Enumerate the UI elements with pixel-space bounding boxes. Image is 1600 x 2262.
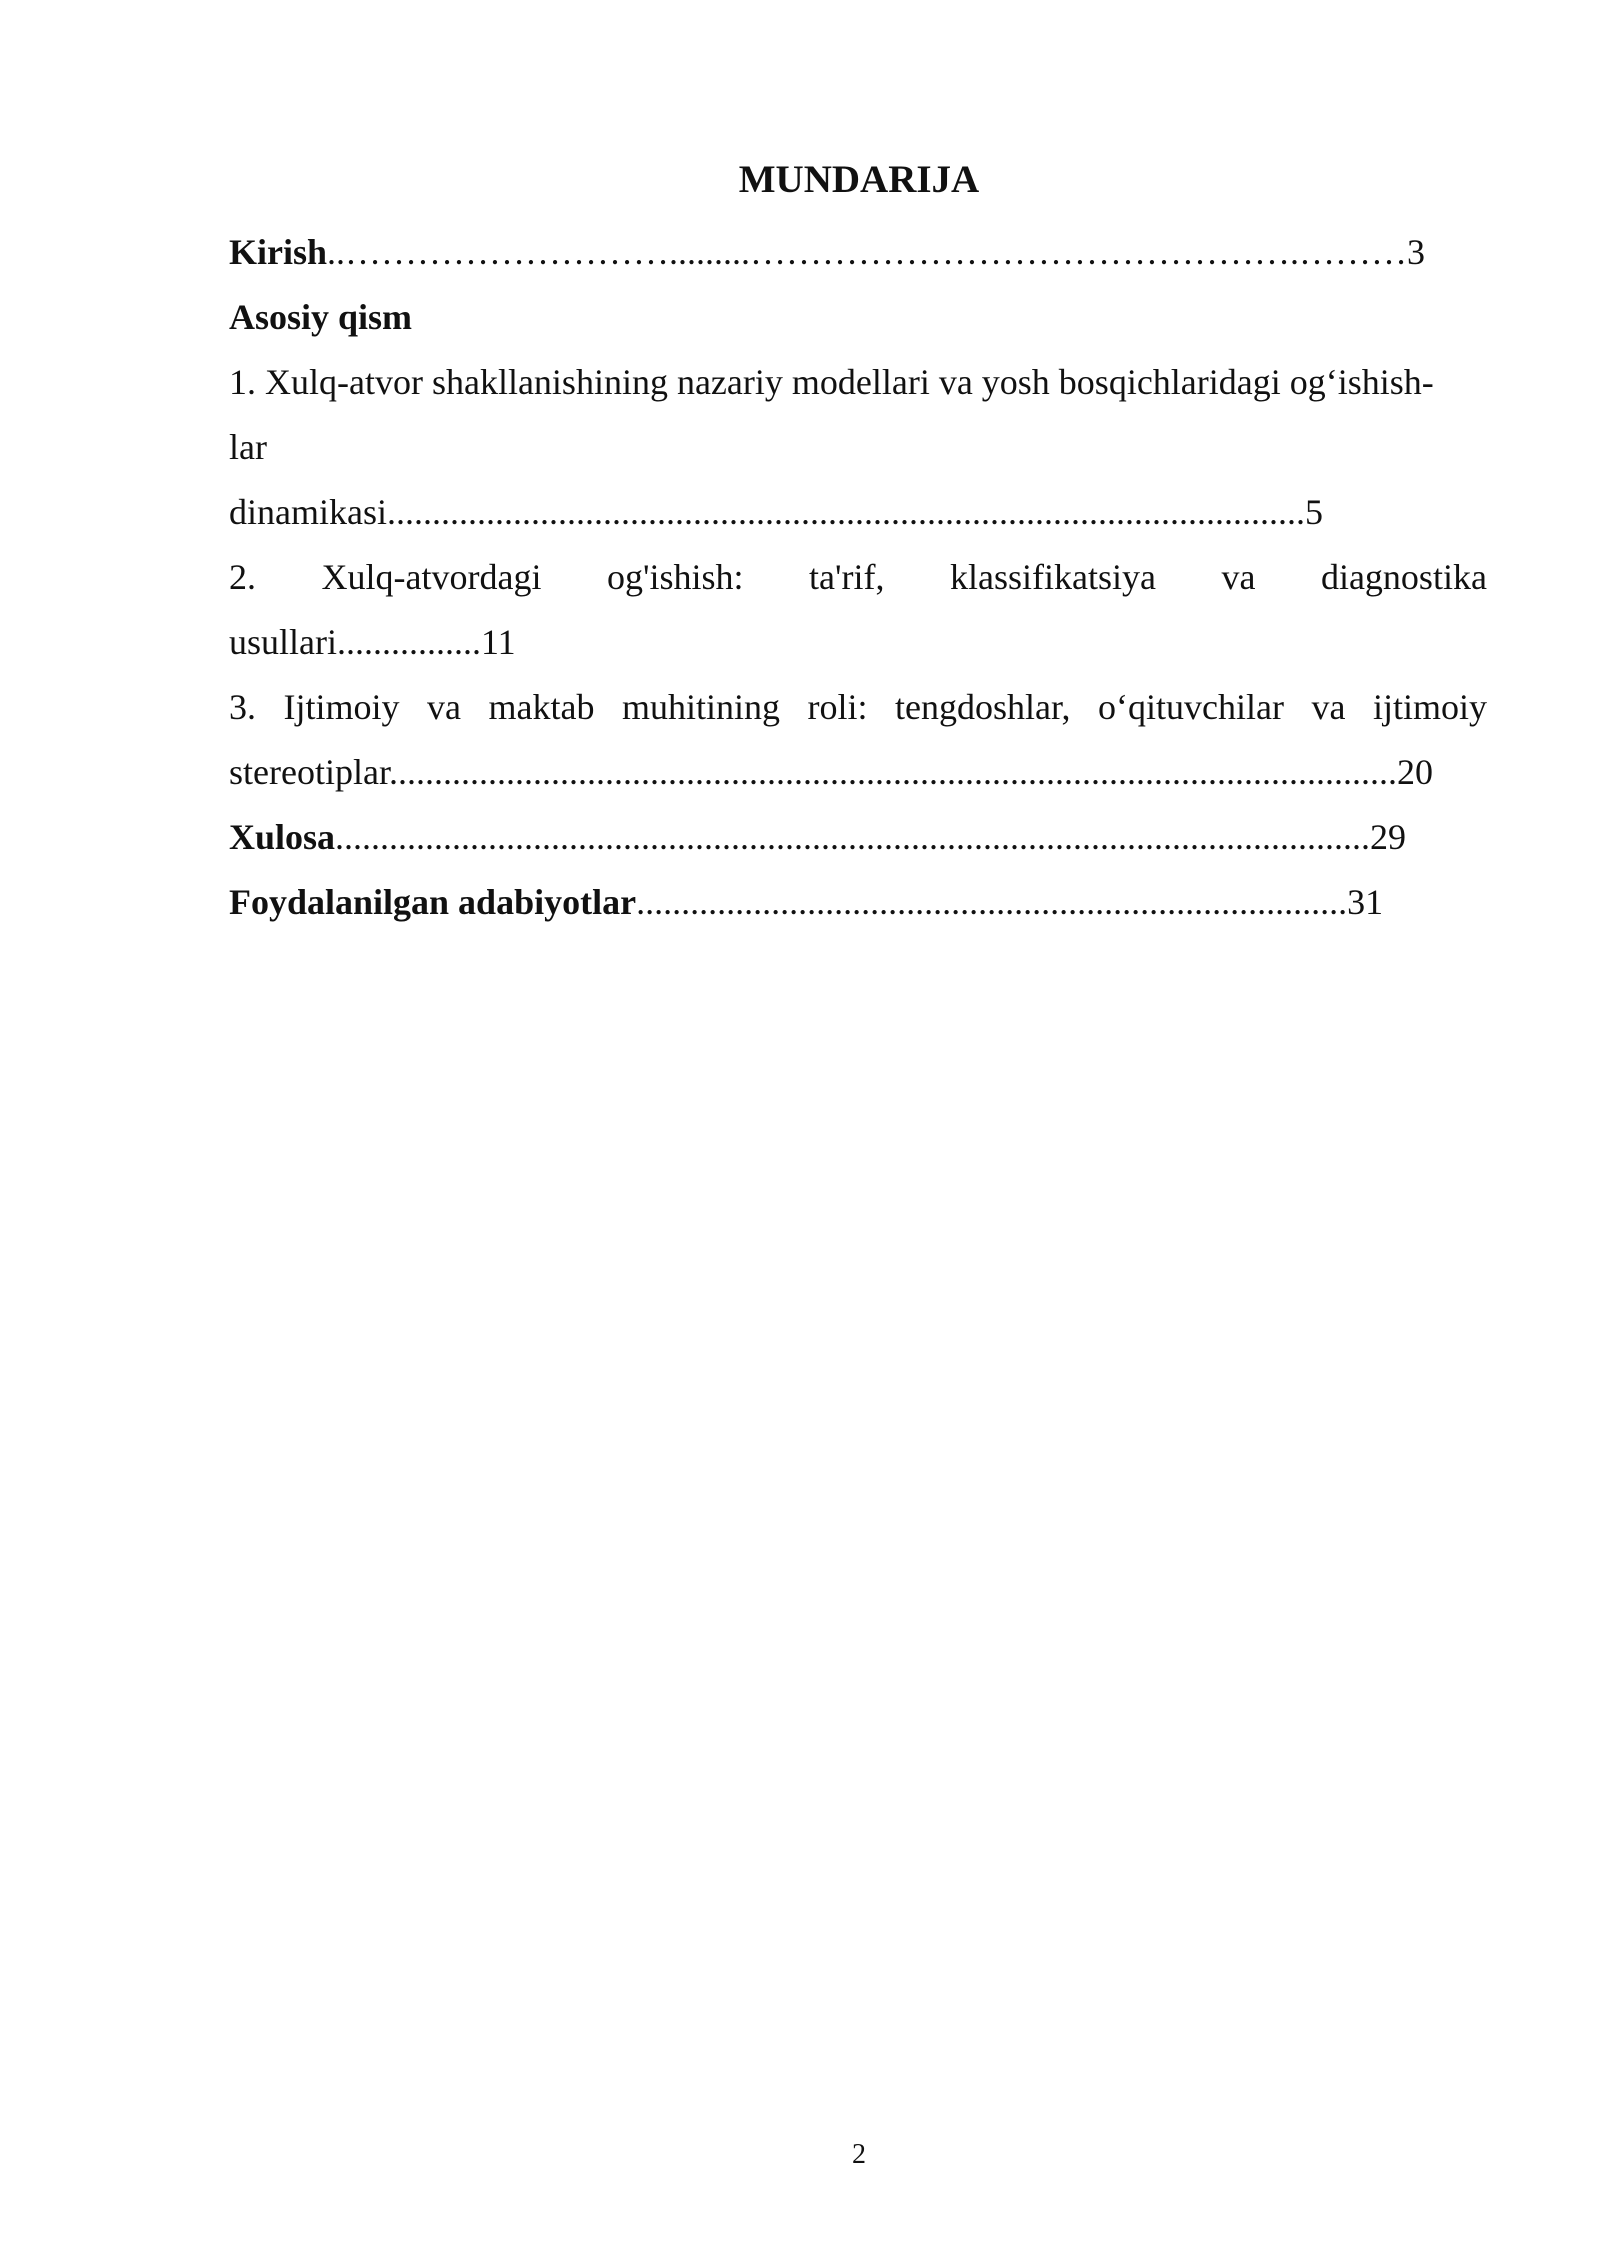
toc-word: 3.	[229, 687, 256, 727]
toc-entry-1-line1: 1. Xulq-atvor shakllanishining nazariy modellari va yosh bosqichlaridagi og‘ishish-	[229, 362, 1434, 402]
toc-entry-label: dinamikasi	[229, 492, 387, 532]
toc-page-number: 20	[1396, 752, 1433, 792]
toc-word: diagnostika	[1320, 557, 1487, 597]
toc-page-number: 5	[1304, 492, 1323, 532]
toc-entry-3-line2	[229, 740, 1487, 805]
toc-entry-label: Xulosa	[229, 817, 336, 857]
toc-entry-1-line2: lar	[229, 427, 267, 467]
toc-word: ijtimoiy	[1372, 687, 1487, 727]
toc-word: maktab	[488, 687, 595, 727]
toc-leader-dots: ................................................................................................................	[388, 752, 1397, 792]
toc-word: va	[427, 687, 461, 727]
toc-leader-dots: ...............................................................................	[636, 882, 1348, 922]
toc-word: 2.	[229, 557, 256, 597]
toc-leader-dots: ...................................................................................................................	[335, 817, 1371, 857]
toc-entry-adabiyotlar	[229, 870, 1487, 935]
toc-entry-label: Foydalanilgan adabiyotlar	[229, 882, 637, 922]
toc-word: klassifikatsiya	[949, 557, 1156, 597]
toc-section-heading: Asosiy qism	[229, 297, 413, 337]
page-number: 2	[852, 2139, 866, 2170]
toc-word: va	[1311, 687, 1346, 727]
toc-word: roli:	[807, 687, 868, 727]
toc-entry-kirish	[229, 220, 1487, 285]
toc-word: Ijtimoiy	[283, 687, 400, 727]
toc-page-number: 31	[1347, 882, 1384, 922]
toc-entry-3-line1	[229, 675, 1487, 740]
toc-entry-label: Kirish	[229, 232, 328, 272]
toc-word: o‘qituvchilar	[1098, 687, 1284, 727]
toc-word: og'ishish:	[606, 557, 744, 597]
toc-entry-label: stereotiplar	[229, 752, 389, 792]
toc-page-number: 3	[1407, 232, 1426, 272]
toc-entry-2-line2	[229, 610, 1487, 675]
toc-word: va	[1221, 557, 1256, 597]
toc-entry-xulosa	[229, 805, 1487, 870]
toc-entry-1-line3	[229, 480, 1487, 545]
toc-word: tengdoshlar,	[894, 687, 1071, 727]
toc-word: ta'rif,	[809, 557, 885, 597]
toc-word: Xulq-atvordagi	[321, 557, 542, 597]
toc-leader-dots: ..……………………….........……………………………………….………	[327, 232, 1408, 272]
table-of-contents	[229, 220, 1487, 935]
toc-page-number: 29	[1370, 817, 1407, 857]
toc-word: muhitining	[621, 687, 780, 727]
page-title: MUNDARIJA	[738, 158, 980, 201]
toc-leader-dots: ......................................................................................................	[386, 492, 1305, 532]
toc-entry-label: usullari	[229, 622, 337, 662]
toc-leader-dots: ................	[336, 622, 481, 662]
toc-page-number: 11	[480, 622, 516, 662]
toc-entry-2-line1	[229, 545, 1487, 610]
